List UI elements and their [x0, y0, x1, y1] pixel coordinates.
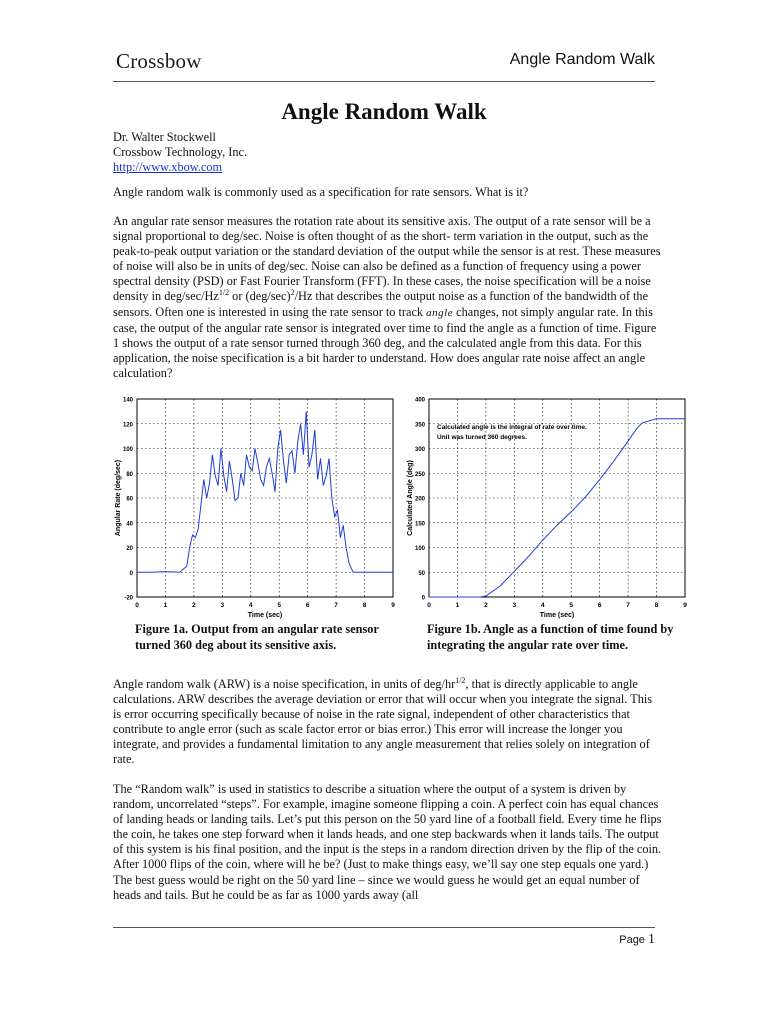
fig1b-ytick-6: 300 — [414, 447, 425, 453]
fig1a-ytick-8: 140 — [122, 397, 133, 404]
fig1b-xtick-8: 8 — [654, 602, 659, 609]
fig1b-xtick-6: 6 — [597, 602, 602, 609]
fig1b-ytick-3: 150 — [414, 521, 425, 528]
fig1a-ytick-5: 80 — [126, 471, 133, 478]
page-number: 1 — [648, 932, 655, 947]
running-header: Angle Random Walk — [509, 51, 655, 68]
paragraph-3 — [113, 677, 663, 768]
fig1a-ytick-0: -20 — [124, 595, 133, 602]
p3-text-a: Angle random walk (ARW) is a noise specification, in units of deg/hr — [113, 677, 456, 691]
fig1a-ytick-4: 60 — [126, 496, 133, 503]
p2-text-b: or (deg/sec) — [229, 289, 291, 304]
p3-sup: 1/2 — [455, 675, 466, 685]
figure-1a-svg — [110, 391, 400, 619]
fig1a-ytick-3: 40 — [126, 521, 133, 528]
fig1a-ylabel: Angular Rate (deg/sec) — [115, 459, 122, 537]
fig1b-series-line — [429, 419, 685, 597]
fig1b-ytick-5: 250 — [414, 471, 425, 478]
paragraph-random-walk — [113, 782, 663, 903]
paragraph-rate-sensor — [113, 214, 663, 381]
figure-1a-chart — [110, 391, 400, 619]
fig1a-xtick-4: 4 — [248, 602, 253, 609]
fig1a-xtick-7: 7 — [334, 602, 338, 609]
fig1a-ytick-7: 120 — [122, 422, 133, 429]
fig1a-xtick-0: 0 — [135, 602, 139, 609]
fig1a-xtick-3: 3 — [220, 602, 225, 609]
figure-1a-caption: Figure 1a. Output from an angular rate sensor turned 360 deg about its sensitive axis. — [135, 622, 379, 652]
crossbow-logo: Crossbow — [116, 49, 202, 73]
document-title: Angle Random Walk — [281, 99, 487, 124]
fig1b-annotation-line-1: Calculated angle is the integral of rate over time. — [437, 424, 587, 431]
figure-1b-chart — [402, 391, 692, 619]
fig1b-xtick-1: 1 — [455, 602, 460, 609]
fig1b-ytick-2: 100 — [414, 546, 425, 552]
fig1a-xtick-6: 6 — [305, 602, 310, 609]
p2-angle-word: angle — [426, 306, 454, 319]
author-name: Dr. Walter Stockwell — [113, 130, 216, 144]
fig1b-xtick-3: 3 — [512, 602, 517, 609]
fig1b-xtick-7: 7 — [626, 602, 630, 609]
fig1b-ytick-1: 50 — [418, 570, 425, 577]
paragraph-4: The “Random walk” is used in statistics to describe a situation where the output of a system is driven by random, uncorrelated “steps”. For example, imagine someone flipping a coin. A perfect coin has equal chances of landing heads or landing tails. Let’s put this person on the 50 yard line of a football field. Every time he flips the coin, he takes one step forward when it lands heads, and one step backwards when it lands tails. The output of this system is his final position, and the input is the steps in a random direction driven by the flip of the coin. After 1000 flips of the coin, where will he be? (Just to make things easy, we’ll say one step equals one yard.) The best guess would be right on the 50 yard line – since we would guess he would get an equal number of heads and tails. But he could be as far as 1000 yards away (all — [113, 782, 662, 902]
fig1a-ytick-2: 20 — [126, 546, 133, 552]
paragraph-1: Angle random walk is commonly used as a specification for rate sensors. What is it? — [113, 185, 529, 199]
page-footer — [619, 932, 655, 948]
fig1b-annotation-line-2: Unit was turned 360 degrees. — [437, 434, 527, 441]
fig1a-xtick-5: 5 — [277, 602, 282, 609]
fig1b-xtick-5: 5 — [569, 602, 574, 609]
page-label: Page — [619, 934, 645, 946]
p2-text-a: An angular rate sensor measures the rotation rate about its sensitive axis. The output of a rate sensor will be a signal proportional to deg/sec. Noise is often thought of as the short- term variation in the output, such as the peak-to-peak output variation or the standard deviation of the output while the sensor is at rest. These measures of noise will also be in units of deg/sec. Noise can also be defined as a function of frequency using a power spectral density (PSD) or Fast Fourier Transform (FFT). In these cases, the noise specification will be a noise density in deg/sec/Hz — [113, 214, 661, 304]
author-link[interactable]: http://www.xbow.com — [113, 160, 223, 175]
fig1b-xtick-0: 0 — [427, 602, 431, 609]
fig1b-xtick-9: 9 — [683, 602, 687, 609]
fig1a-xlabel: Time (sec) — [247, 612, 283, 619]
fig1b-ytick-4: 200 — [414, 496, 425, 503]
footer-rule — [113, 927, 655, 928]
header-rule — [113, 81, 655, 82]
figure-1b-svg — [402, 391, 692, 619]
fig1b-ytick-8: 400 — [414, 397, 425, 404]
paragraph-arw — [113, 677, 663, 768]
fig1a-xtick-1: 1 — [163, 602, 168, 609]
fig1a-xtick-9: 9 — [391, 602, 395, 609]
fig1a-ytick-1: 0 — [129, 570, 133, 577]
p3-text-b: , that is directly applicable to angle calculations. ARW describes the average deviation or error that will occur when you integrate the signal. This is error occurring specifically because of noise in the rate signal, independent of other characteristics that contribute to angle error (such as scale factor error or bias error.) This error will increase the longer you integrate, and provides a fundamental limitation to any angle measurement that relies solely on integration of rate. — [113, 677, 653, 767]
fig1b-xlabel: Time (sec) — [539, 612, 575, 619]
author-company: Crossbow Technology, Inc. — [113, 145, 248, 160]
fig1a-ytick-6: 100 — [122, 447, 133, 453]
fig1b-ytick-0: 0 — [421, 595, 425, 602]
fig1b-ylabel: Calculated Angle (deg) — [407, 460, 414, 536]
fig1b-xtick-2: 2 — [484, 602, 488, 609]
fig1b-xtick-4: 4 — [540, 602, 545, 609]
figure-1b-caption: Figure 1b. Angle as a function of time found by integrating the angular rate over time. — [427, 622, 674, 652]
p2-text-d: changes, not simply angular rate. In this case, the output of the angular rate sensor is integrated over time to find the angle as a function of time. Figure 1 shows the output of a rate sensor turned through 360 deg, and the calculated angle from this data. For this application, the noise specification is a bit harder to understand. How does angular rate noise affect an angle calculation? — [113, 304, 657, 380]
author-block — [113, 130, 663, 175]
fig1a-xtick-2: 2 — [192, 602, 196, 609]
paragraph-2 — [113, 214, 663, 381]
p2-sup-2: 2 — [290, 288, 295, 298]
fig1b-ytick-7: 350 — [414, 422, 425, 429]
fig1a-series-line — [137, 411, 393, 572]
paragraph-intro — [113, 185, 663, 200]
fig1a-xtick-8: 8 — [362, 602, 367, 609]
p2-text-c: /Hz that describes the output noise as a function of the bandwidth of the sensors. Often one is interested in using the rate sensor to track — [113, 289, 649, 319]
p2-sup-1: 1/2 — [218, 288, 230, 298]
